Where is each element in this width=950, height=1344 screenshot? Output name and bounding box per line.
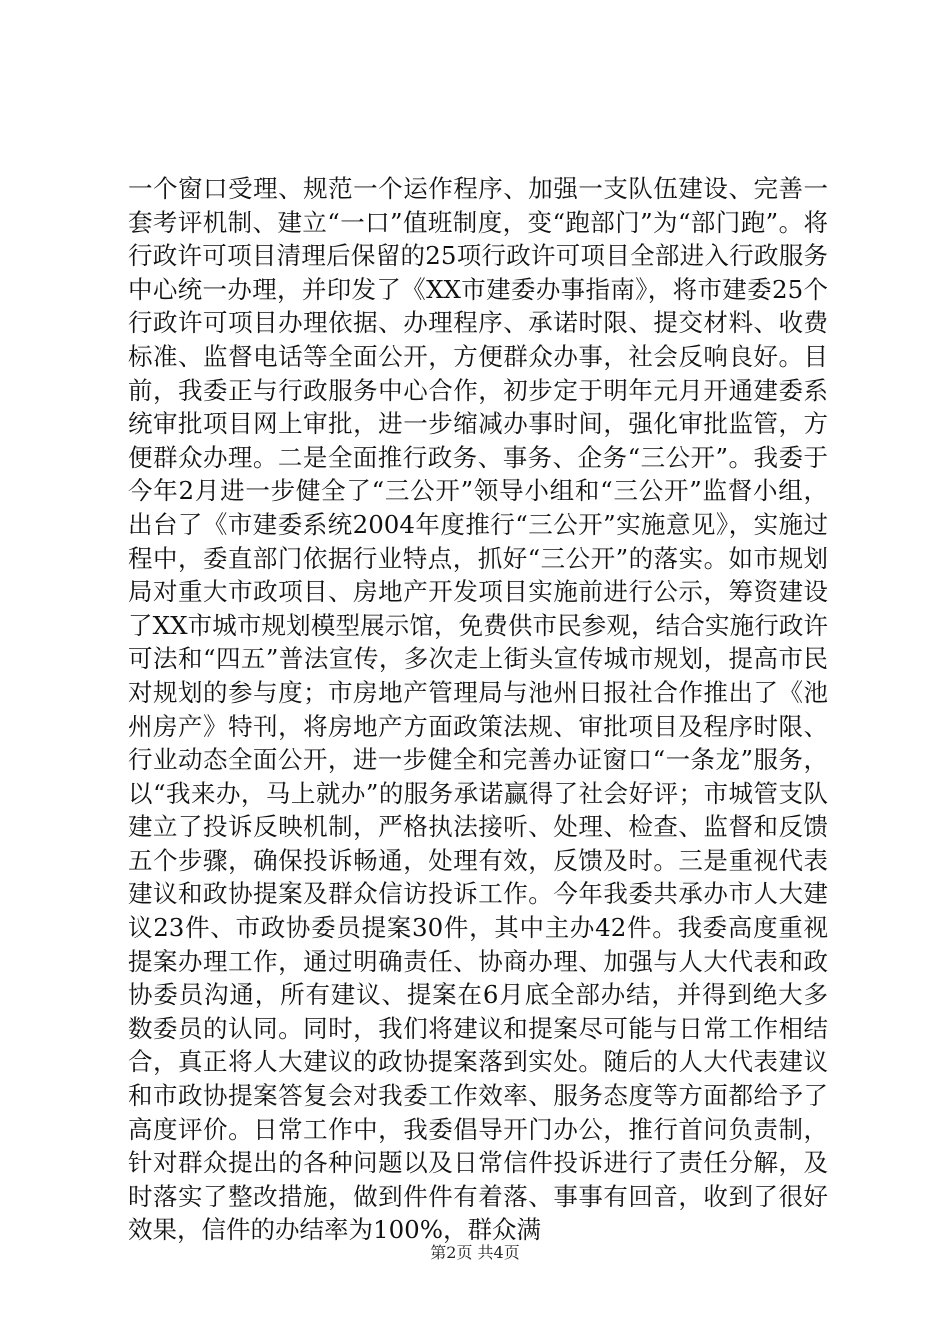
body-paragraph: 一个窗口受理、规范一个运作程序、加强一支队伍建设、完善一套考评机制、建立“一口”值班制度，变“跑部门”为“部门跑”。将行政许可项目清理后保留的25项行政许可项目全部进入行政服务中心统一办理，并印发了《XX市建委办事指南》，将市建委25个行政许可项目办理依据、办理程序、承诺时限、提交材料、收费标准、监督电话等全面公开，方便群众办事，社会反响良好。目前，我委正与行政服务中心合作，初步定于明年元月开通建委系统审批项目网上审批，进一步缩减办事时间，强化审批监管，方便群众办理。二是全面推行政务、事务、企务“三公开”。我委于今年2月进一步健全了“三公开”领导小组和“三公开”监督小组，出台了《市建委系统2004年度推行“三公开”实施意见》，实施过程中，委直部门依据行业特点，抓好“三公开”的落实。如市规划局对重大市政项目、房地产开发项目实施前进行公示，筹资建设了XX市城市规划模型展示馆，免费供市民参观，结合实施行政许可法和“四五”普法宣传，多次走上街头宣传城市规划，提高市民对规划的参与度；市房地产管理局与池州日报社合作推出了《池州房产》特刊，将房地产方面政策法规、审批项目及程序时限、行业动态全面公开，进一步健全和完善办证窗口“一条龙”服务，以“我来办，马上就办”的服务承诺赢得了社会好评；市城管支队建立了投诉反映机制，严格执法接听、处理、检查、监督和反馈五个步骤，确保投诉畅通，处理有效，反馈及时。三是重视代表建议和政协提案及群众信访投诉工作。今年我委共承办市人大建议23件、市政协委员提案30件，其中主办42件。我委高度重视提案办理工作，通过明确责任、协商办理、加强与人大代表和政协委员沟通，所有建议、提案在6月底全部办结，并得到绝大多数委员的认同。同时，我们将建议和提案尽可能与日常工作相结合，真正将人大建议的政协提案落到实处。随后的人大代表建议和市政协提案答复会对我委工作效率、服务态度等方面都给予了高度评价。日常工作中，我委倡导开门办公，推行首问负责制，针对群众提出的各种问题以及日常信件投诉进行了责任分解，及时落实了整改措施，做到件件有着落、事事有回音，收到了很好效果，信件的办结率为100%，群众满 bbox=[128, 174, 828, 1245]
page-footer: 第2页 共4页 bbox=[430, 1243, 520, 1262]
